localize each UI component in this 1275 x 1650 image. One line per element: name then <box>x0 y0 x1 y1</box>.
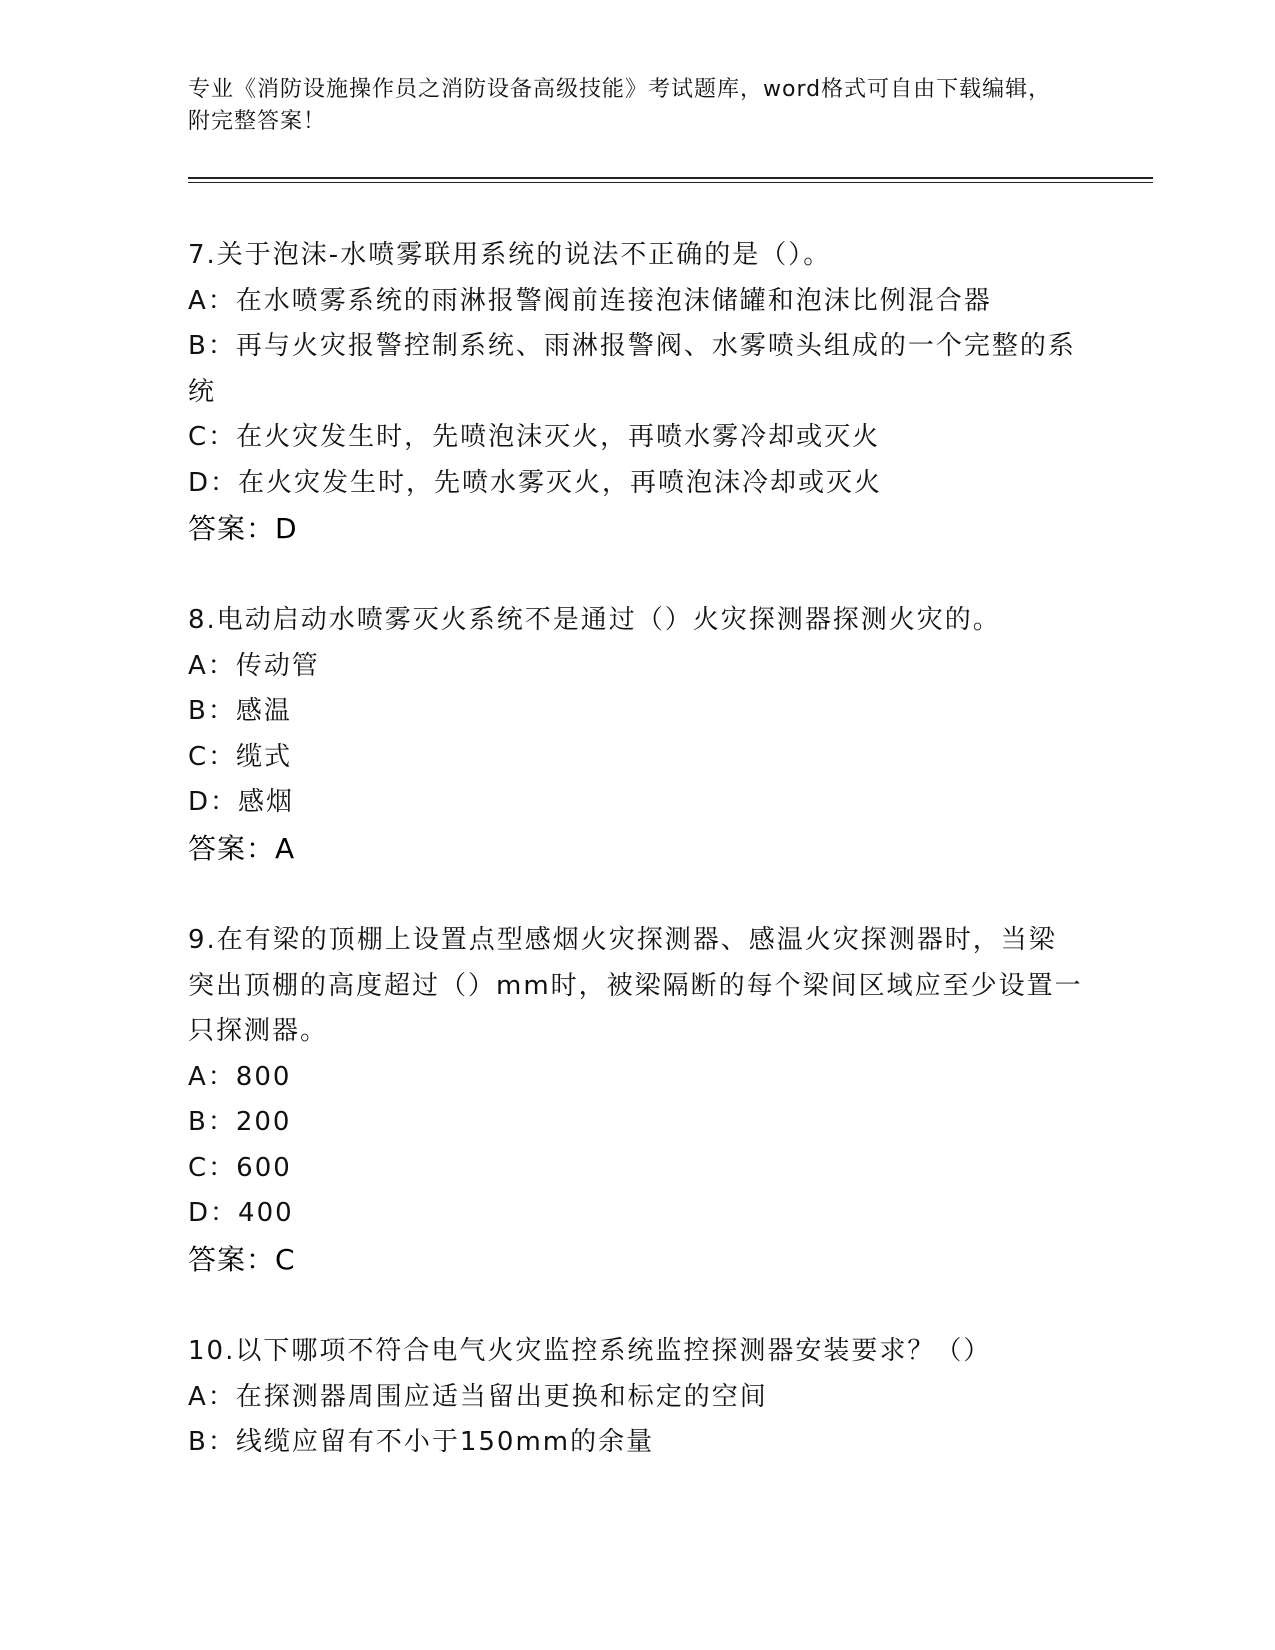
question-stem: 8.电动启动水喷雾灭火系统不是通过（）火灾探测器探测火灾的。 <box>188 605 1001 635</box>
question-10 <box>188 1329 1088 1466</box>
option-d: D：400 <box>188 1198 294 1228</box>
option-b: B：200 <box>188 1107 292 1137</box>
question-stem: 9.在有梁的顶棚上设置点型感烟火灾探测器、感温火灾探测器时，当梁突出顶棚的高度超过（）mm时，被梁隔断的每个梁间区域应至少设置一只探测器。 <box>188 925 1083 1046</box>
option-d: D：在火灾发生时，先喷水雾灭火，再喷泡沫冷却或灭火 <box>188 467 883 498</box>
option-b: B：感温 <box>188 696 292 726</box>
header-divider <box>188 177 1153 179</box>
option-d: D：感烟 <box>188 787 295 817</box>
option-b: B：再与火灾报警控制系统、雨淋报警阀、水雾喷头组成的一个完整的系统 <box>188 331 1076 407</box>
option-a: A：在探测器周围应适当留出更换和标定的空间 <box>188 1381 768 1412</box>
option-a: A：传动管 <box>188 650 320 681</box>
answer: 答案：A <box>188 831 296 865</box>
question-9 <box>188 918 1088 1282</box>
option-c: C：在火灾发生时，先喷泡沫灭火，再喷水雾冷却或灭火 <box>188 422 881 452</box>
option-a: A：800 <box>188 1061 292 1092</box>
document-header: 专业《消防设施操作员之消防设备高级技能》考试题库，word格式可自由下载编辑，附完整答案！ <box>188 77 1052 134</box>
option-b: B：线缆应留有不小于150mm的余量 <box>188 1427 655 1457</box>
question-8 <box>188 598 1088 871</box>
question-stem: 7.关于泡沫-水喷雾联用系统的说法不正确的是（）。 <box>188 240 832 270</box>
answer: 答案：D <box>188 512 298 545</box>
header-divider-thin <box>188 182 1153 183</box>
option-c: C：600 <box>188 1152 292 1183</box>
option-a: A：在水喷雾系统的雨淋报警阀前连接泡沫储罐和泡沫比例混合器 <box>188 285 992 316</box>
answer: 答案：C <box>188 1242 296 1276</box>
question-stem: 10.以下哪项不符合电气火灾监控系统监控探测器安装要求？（） <box>188 1336 992 1366</box>
question-7 <box>188 233 1088 552</box>
option-c: C：缆式 <box>188 741 293 772</box>
